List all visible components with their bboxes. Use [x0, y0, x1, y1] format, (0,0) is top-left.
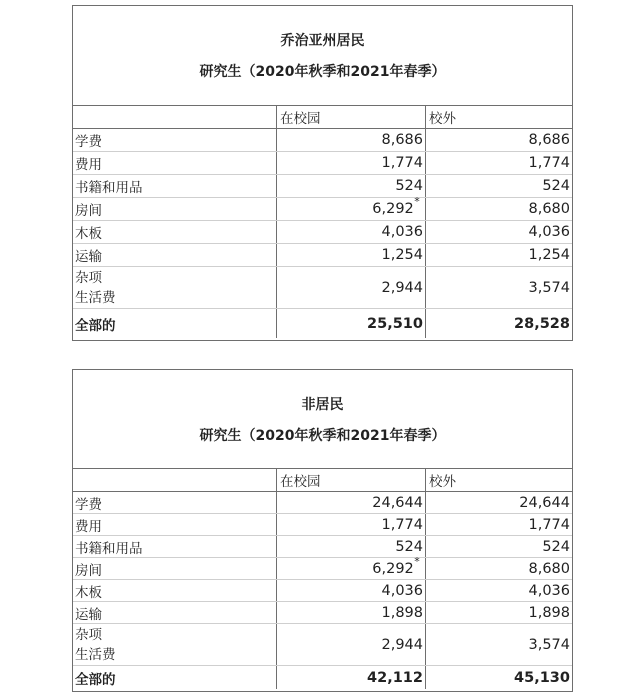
- off-campus-value: 1,254: [425, 244, 572, 266]
- on-campus-value: 24,644: [276, 492, 425, 513]
- table-header: [73, 6, 572, 106]
- on-campus-value: [276, 195, 425, 220]
- resident-cost-table: [72, 5, 573, 341]
- on-campus-value: 1,898: [276, 602, 425, 623]
- off-campus-value: 1,898: [425, 602, 572, 623]
- total-off-campus: 45,130: [425, 666, 572, 689]
- off-campus-value: 8,686: [425, 129, 572, 151]
- table-row: [73, 514, 572, 536]
- row-label-line: 杂项: [75, 269, 102, 286]
- total-row: [73, 666, 572, 689]
- table-title: 乔治亚州居民: [280, 33, 365, 49]
- off-campus-value: 24,644: [425, 492, 572, 513]
- row-label-line: 生活费: [75, 289, 116, 306]
- table-row: [73, 624, 572, 666]
- row-label: 书籍和用品: [75, 180, 143, 196]
- footnote-marker: *: [414, 554, 420, 568]
- table-row: [73, 152, 572, 175]
- table-row: [73, 492, 572, 514]
- row-label: [73, 267, 276, 308]
- table-subtitle: 研究生（2020年秋季和2021年春季）: [199, 428, 446, 444]
- total-label: 全部的: [75, 317, 116, 334]
- column-header-on-campus: 在校园: [276, 106, 425, 128]
- table-title: 非居民: [301, 397, 344, 413]
- row-label: 书籍和用品: [75, 540, 143, 557]
- total-off-campus: 28,528: [425, 309, 572, 338]
- table-row: [73, 267, 572, 309]
- total-row: [73, 309, 572, 338]
- on-campus-value: [276, 554, 425, 579]
- on-campus-value: 524: [276, 536, 425, 557]
- table-row: [73, 602, 572, 624]
- table-row: [73, 129, 572, 152]
- table-row: [73, 175, 572, 198]
- row-label-line: 杂项: [75, 626, 102, 643]
- on-campus-value: 2,944: [276, 267, 425, 308]
- off-campus-value: 4,036: [425, 221, 572, 243]
- row-label: 学费: [75, 134, 102, 150]
- table-row: [73, 554, 572, 580]
- table-header: [73, 370, 572, 469]
- on-campus-number: 6,292: [372, 201, 414, 217]
- row-label: 运输: [75, 606, 102, 623]
- off-campus-value: 1,774: [425, 152, 572, 174]
- off-campus-value: 1,774: [425, 514, 572, 535]
- table-row: [73, 580, 572, 602]
- table-row: [73, 195, 572, 221]
- footnote-marker: *: [414, 195, 420, 208]
- row-label: 学费: [75, 496, 102, 513]
- off-campus-value: 524: [425, 175, 572, 197]
- table-subtitle: 研究生（2020年秋季和2021年春季）: [199, 64, 446, 80]
- row-label: 费用: [75, 518, 102, 535]
- on-campus-value: 1,774: [276, 152, 425, 174]
- row-label: [73, 624, 276, 665]
- column-header-label: [73, 469, 276, 491]
- off-campus-value: 4,036: [425, 580, 572, 601]
- table-row: [73, 221, 572, 244]
- column-header-row: [73, 106, 572, 129]
- column-header-off-campus: 校外: [425, 469, 572, 491]
- row-label: 木板: [75, 226, 102, 242]
- row-label-line: 生活费: [75, 646, 116, 663]
- row-label: 木板: [75, 584, 102, 601]
- row-label: 房间: [75, 562, 102, 579]
- off-campus-value: 8,680: [425, 198, 572, 220]
- row-label: 房间: [75, 203, 102, 219]
- total-on-campus: 25,510: [276, 309, 425, 338]
- row-label: 费用: [75, 157, 102, 173]
- on-campus-value: 4,036: [276, 580, 425, 601]
- off-campus-value: 3,574: [425, 624, 572, 665]
- off-campus-value: 8,680: [425, 558, 572, 579]
- nonresident-cost-table: [72, 369, 573, 692]
- on-campus-number: 6,292: [372, 560, 414, 577]
- on-campus-value: 2,944: [276, 624, 425, 665]
- off-campus-value: 3,574: [425, 267, 572, 308]
- on-campus-value: 1,774: [276, 514, 425, 535]
- on-campus-value: 8,686: [276, 129, 425, 151]
- total-on-campus: 42,112: [276, 666, 425, 689]
- row-label: 运输: [75, 249, 102, 265]
- table-row: [73, 244, 572, 267]
- on-campus-value: 4,036: [276, 221, 425, 243]
- column-header-row: [73, 469, 572, 492]
- on-campus-value: 1,254: [276, 244, 425, 266]
- off-campus-value: 524: [425, 536, 572, 557]
- on-campus-value: 524: [276, 175, 425, 197]
- column-header-off-campus: 校外: [425, 106, 572, 128]
- table-row: [73, 536, 572, 558]
- column-header-on-campus: 在校园: [276, 469, 425, 491]
- column-header-label: [73, 106, 276, 128]
- total-label: 全部的: [75, 671, 116, 688]
